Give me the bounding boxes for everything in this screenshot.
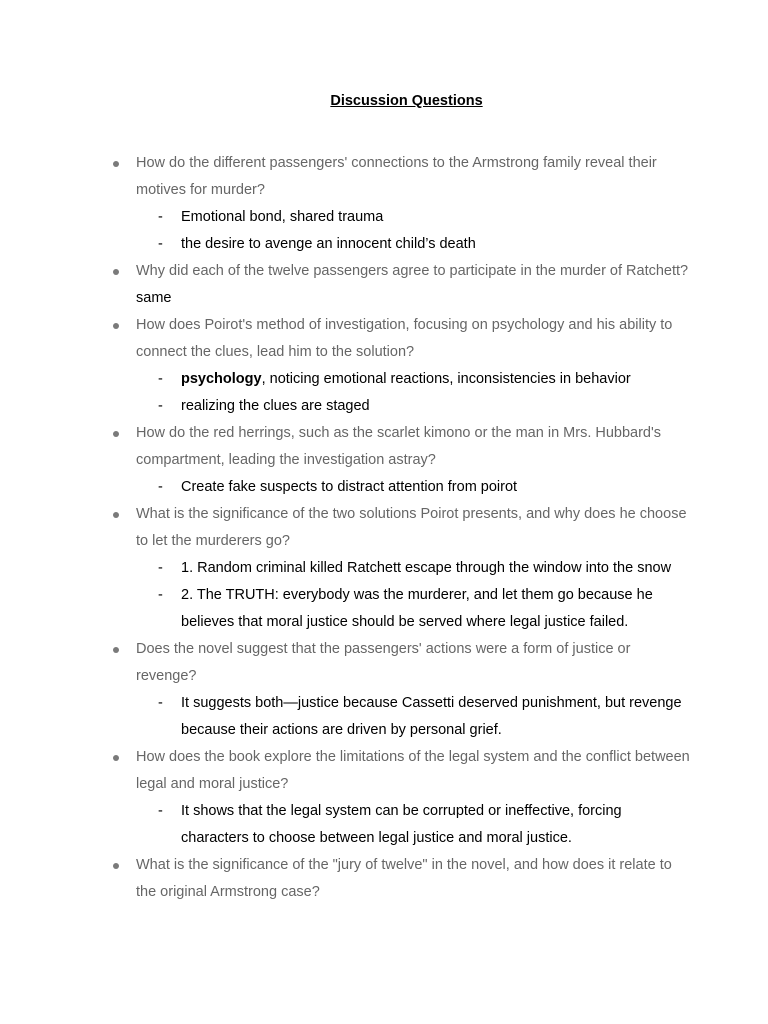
bullet-icon — [113, 647, 119, 653]
bullet-icon — [113, 863, 119, 869]
answer-text: 1. Random criminal killed Ratchett escape through the window into the snow — [181, 560, 672, 576]
answer-item — [158, 474, 690, 501]
answer-item — [158, 366, 690, 393]
question-item — [110, 852, 690, 906]
answer-item — [158, 582, 690, 636]
question-row — [110, 420, 690, 474]
bullet-icon — [113, 161, 119, 167]
answer-list — [110, 690, 690, 744]
question-label: How do the red herrings, such as the scarlet kimono or the man in Mrs. Hubbard's compartment, leading the investigation astray? — [136, 425, 662, 468]
question-item — [110, 258, 690, 312]
answer-text: , noticing emotional reactions, inconsistencies in behavior — [261, 371, 631, 387]
question-row — [110, 744, 690, 798]
dash-icon: - — [158, 560, 163, 576]
answer-text: Create fake suspects to distract attention from poirot — [181, 479, 518, 495]
answer-text: the desire to avenge an innocent child’s death — [181, 236, 476, 252]
answer-text: Emotional bond, shared trauma — [181, 209, 384, 225]
answer-bold-text: psychology — [181, 371, 262, 387]
dash-icon: - — [158, 479, 163, 495]
answer-list — [110, 798, 690, 852]
dash-icon: - — [158, 803, 163, 819]
question-item — [110, 744, 690, 852]
question-label: What is the significance of the two solutions Poirot presents, and why does he choose to let the murderers go? — [136, 506, 687, 549]
question-text — [136, 420, 690, 474]
answer-list — [110, 366, 690, 420]
answer-text: It shows that the legal system can be corrupted or ineffective, forcing characters to choose between legal justice and moral justice. — [181, 803, 622, 846]
question-label: What is the significance of the "jury of twelve" in the novel, and how does it relate to the original Armstrong case? — [136, 857, 672, 900]
dash-icon: - — [158, 587, 163, 603]
question-label: How do the different passengers' connections to the Armstrong family reveal their motives for murder? — [136, 155, 657, 198]
inline-answer: same — [136, 290, 172, 306]
question-text — [136, 636, 690, 690]
answer-text: realizing the clues are staged — [181, 398, 370, 414]
answer-list — [110, 474, 690, 501]
question-item — [110, 312, 690, 420]
answer-text: 2. The TRUTH: everybody was the murderer, and let them go because he believes that moral justice should be served where legal justice failed. — [181, 587, 653, 630]
answer-list — [110, 555, 690, 636]
question-item — [110, 501, 690, 636]
dash-icon: - — [158, 209, 163, 225]
answer-item — [158, 798, 690, 852]
dash-icon: - — [158, 398, 163, 414]
answer-item — [158, 204, 690, 231]
bullet-icon — [113, 431, 119, 437]
question-row — [110, 852, 690, 906]
answer-item — [158, 231, 690, 258]
question-item — [110, 420, 690, 501]
bullet-icon — [113, 755, 119, 761]
question-label: Why did each of the twelve passengers agree to participate in the murder of Ratchett? — [136, 263, 689, 279]
question-text — [136, 501, 690, 555]
question-item — [110, 150, 690, 258]
answer-item — [158, 690, 690, 744]
question-label: How does the book explore the limitations of the legal system and the conflict between legal and moral justice? — [136, 749, 690, 792]
question-list — [110, 150, 690, 906]
answer-list — [110, 204, 690, 258]
question-text — [136, 150, 690, 204]
question-row — [110, 636, 690, 690]
bullet-icon — [113, 269, 119, 275]
question-text — [136, 744, 690, 798]
answer-item — [158, 393, 690, 420]
answer-text: It suggests both—justice because Cassetti deserved punishment, but revenge because their actions are driven by personal grief. — [181, 695, 682, 738]
dash-icon: - — [158, 695, 163, 711]
bullet-icon — [113, 323, 119, 329]
question-text — [136, 852, 690, 906]
question-label: Does the novel suggest that the passengers' actions were a form of justice or revenge? — [136, 641, 631, 684]
question-item — [110, 636, 690, 744]
bullet-icon — [113, 512, 119, 518]
question-row — [110, 150, 690, 204]
page-title: Discussion Questions — [330, 93, 483, 109]
dash-icon: - — [158, 236, 163, 252]
dash-icon: - — [158, 371, 163, 387]
question-row — [110, 312, 690, 366]
question-row — [110, 501, 690, 555]
question-text — [136, 258, 690, 312]
question-label: How does Poirot's method of investigation, focusing on psychology and his ability to connect the clues, lead him to the solution? — [136, 317, 673, 360]
question-row — [110, 258, 690, 312]
question-text — [136, 312, 690, 366]
answer-item — [158, 555, 690, 582]
